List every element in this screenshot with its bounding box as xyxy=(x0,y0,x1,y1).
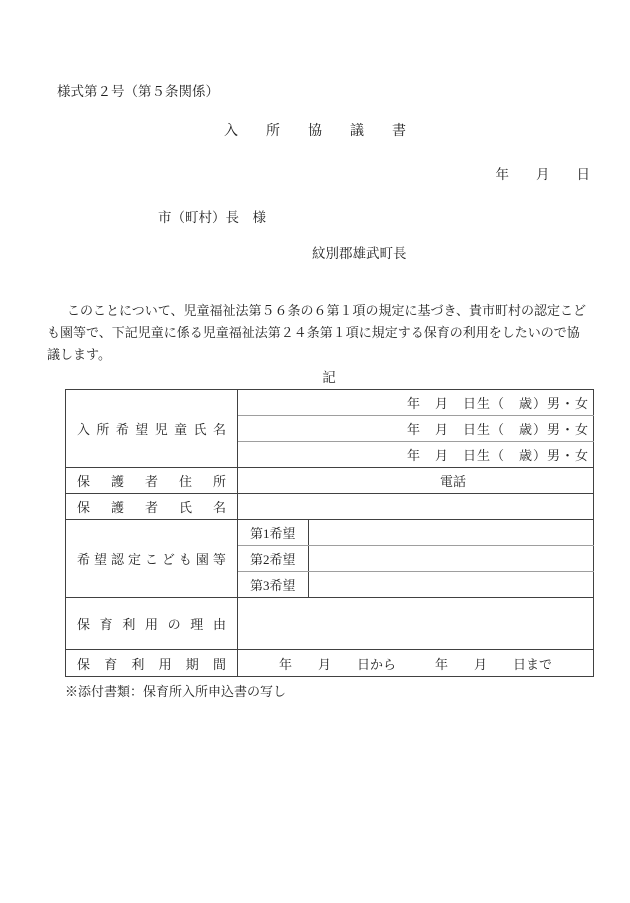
reason-value-cell xyxy=(238,598,594,650)
period-label-cell xyxy=(66,650,238,677)
addressee-line: 市（町村）長 様 xyxy=(158,210,266,225)
child-name-label-cell xyxy=(66,390,238,468)
ki-heading: 記 xyxy=(322,370,336,385)
guardian-address-value-cell xyxy=(238,468,594,494)
choice-1-label-cell: 第1希望 xyxy=(238,520,309,546)
attachment-note: ※添付書類：保育所入所申込書の写し xyxy=(65,684,287,699)
child-name-label: 入 所 希 望 児 童 氏 名 xyxy=(77,422,226,437)
table-row xyxy=(66,598,594,650)
date-line: 年 月 日 xyxy=(495,167,590,182)
table-row xyxy=(66,390,594,416)
table-row xyxy=(66,468,594,494)
paragraph-line-3: 議します。 xyxy=(47,347,111,362)
period-value-cell: 年 月 日から 年 月 日まで xyxy=(238,650,594,677)
child-birth-cell-3: 年 月 日生（ 歳）男・女 xyxy=(238,442,594,468)
period-label: 保 育 利 用 期 間 xyxy=(77,656,226,672)
table-row xyxy=(66,520,594,546)
reason-label-cell xyxy=(66,598,238,650)
guardian-name-value-cell xyxy=(238,494,594,520)
choice-2-value-cell xyxy=(309,546,594,572)
reason-label: 保 育 利 用 の 理 由 xyxy=(77,617,226,632)
admission-form-table xyxy=(65,389,594,677)
choice-1-value-cell xyxy=(309,520,594,546)
preferred-center-label-cell xyxy=(66,520,238,598)
choice-3-value-cell xyxy=(309,572,594,598)
choice-2-label-cell: 第2希望 xyxy=(238,546,309,572)
phone-label: 電話 xyxy=(440,474,467,489)
guardian-name-label: 保 護 者 氏 名 xyxy=(77,500,226,515)
body-paragraph xyxy=(47,300,586,366)
child-birth-cell-2: 年 月 日生（ 歳）男・女 xyxy=(238,416,594,442)
paragraph-line-2: も園等で、下記児童に係る児童福祉法第２４条第１項に規定する保育の利用をしたいので協 xyxy=(47,325,580,340)
guardian-name-label-cell xyxy=(66,494,238,520)
guardian-address-label-cell xyxy=(66,468,238,494)
table-row xyxy=(66,494,594,520)
guardian-address-label: 保 護 者 住 所 xyxy=(77,474,226,489)
preferred-center-label: 希 望 認 定 こ ど も 園 等 xyxy=(77,552,226,567)
issuer-line: 紋別郡雄武町長 xyxy=(312,246,407,261)
table-row xyxy=(66,650,594,677)
document-title: 入 所 協 議 書 xyxy=(224,124,406,139)
child-birth-cell-1: 年 月 日生（ 歳）男・女 xyxy=(238,390,594,416)
choice-3-label-cell: 第3希望 xyxy=(238,572,309,598)
paragraph-line-1: このことについて、児童福祉法第５６条の６第１項の規定に基づき、貴市町村の認定こど xyxy=(54,303,586,318)
form-number: 様式第２号（第５条関係） xyxy=(57,84,219,99)
